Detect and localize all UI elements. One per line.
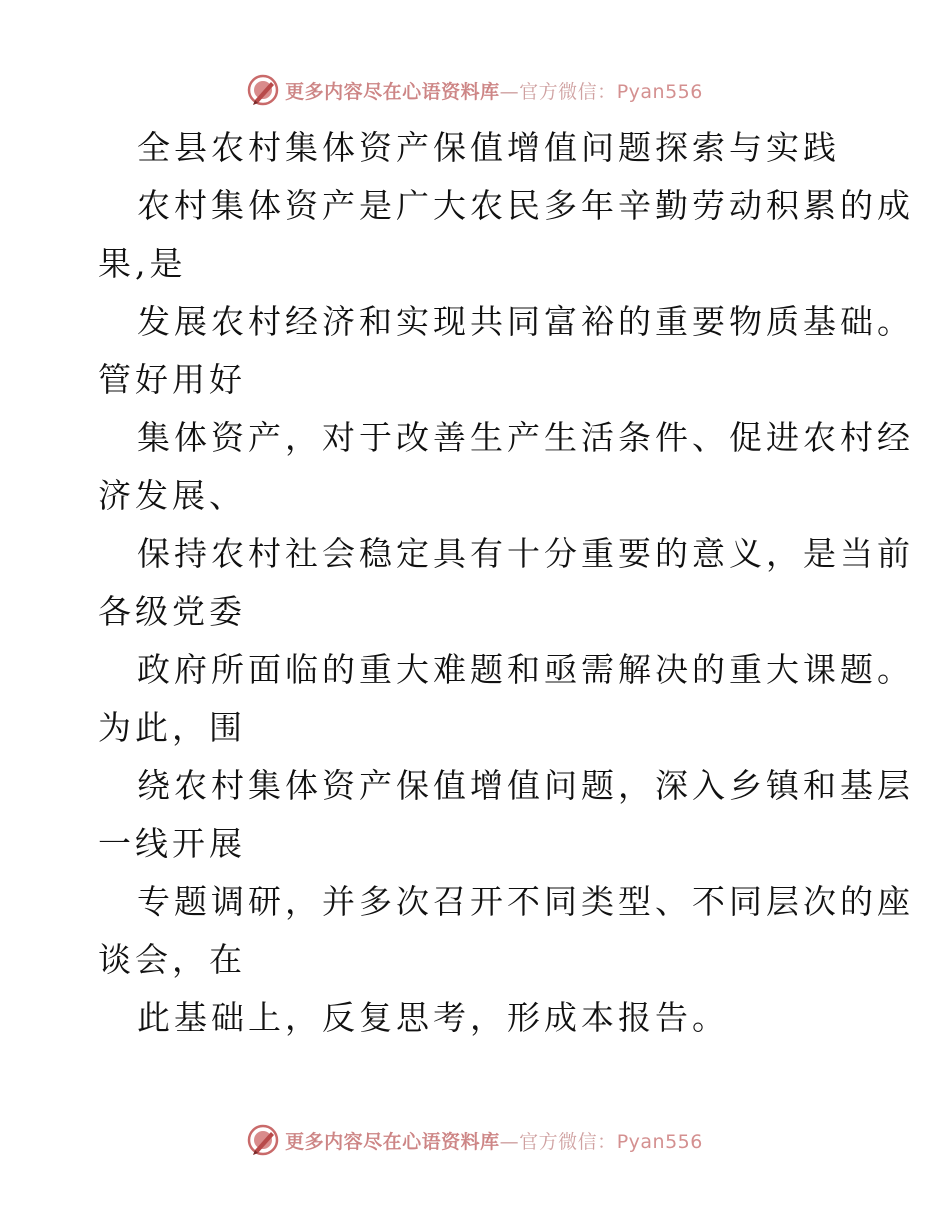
watermark-prefix: 更多内容尽在心语资料库: [285, 80, 500, 103]
pen-seal-logo-icon: [247, 74, 279, 106]
paragraph-line: 一线开展: [98, 824, 246, 863]
paragraph-line: 管好用好: [98, 360, 246, 399]
paragraph-line: 政府所面临的重大难题和亟需解决的重大课题。: [137, 650, 914, 689]
header-watermark: [0, 72, 950, 108]
watermark-account: Pyan556: [616, 80, 703, 103]
watermark-label: 官方微信：: [519, 80, 617, 103]
watermark-prefix: 更多内容尽在心语资料库: [285, 1130, 500, 1153]
document-title: 全县农村集体资产保值增值问题探索与实践: [137, 128, 840, 167]
pen-seal-logo-icon: [247, 1124, 279, 1156]
paragraph-line: 此基础上，反复思考，形成本报告。: [137, 998, 729, 1037]
watermark-dash: —: [499, 80, 520, 103]
paragraph-line: 集体资产，对于改善生产生活条件、促进农村经: [137, 418, 914, 457]
footer-watermark: [0, 1122, 950, 1158]
watermark-text: [285, 77, 703, 104]
watermark-label: 官方微信：: [519, 1130, 617, 1153]
paragraph-line: 专题调研，并多次召开不同类型、不同层次的座: [137, 882, 914, 921]
paragraph-line: 各级党委: [98, 592, 246, 631]
paragraph-line: 果,是: [98, 244, 187, 283]
watermark-text: [285, 1127, 703, 1154]
paragraph-line: 绕农村集体资产保值增值问题，深入乡镇和基层: [137, 766, 914, 805]
paragraph-line: 保持农村社会稳定具有十分重要的意义，是当前: [137, 534, 914, 573]
paragraph-line: 农村集体资产是广大农民多年辛勤劳动积累的成: [137, 186, 914, 225]
paragraph-line: 发展农村经济和实现共同富裕的重要物质基础。: [137, 302, 914, 341]
watermark-account: Pyan556: [616, 1130, 703, 1153]
watermark-dash: —: [499, 1130, 520, 1153]
paragraph-line: 为此，围: [98, 708, 246, 747]
paragraph-line: 谈会，在: [98, 940, 246, 979]
paragraph-line: 济发展、: [98, 476, 246, 515]
